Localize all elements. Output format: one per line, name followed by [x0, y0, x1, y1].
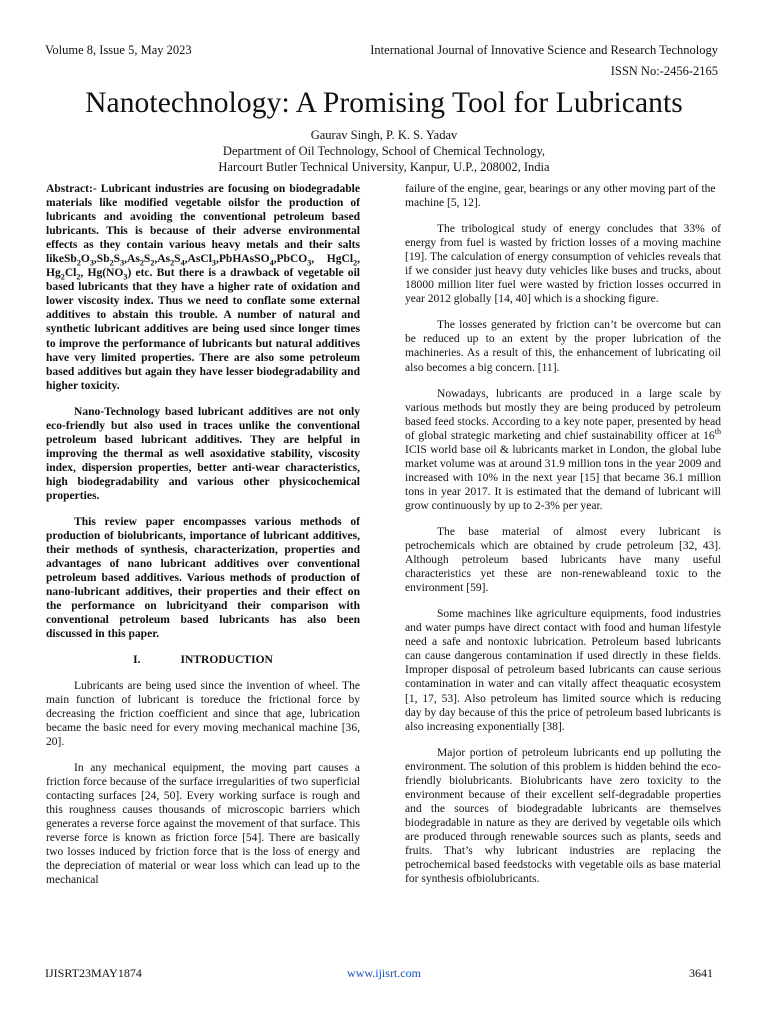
subscript: 2 [170, 258, 175, 268]
right-column [405, 182, 721, 886]
subscript: 2 [76, 258, 81, 268]
footer-website-link[interactable]: www.ijisrt.com [347, 966, 421, 980]
subscript: 3 [307, 258, 312, 268]
abstract-paragraph-1 [46, 182, 360, 393]
abstract-text: , HgCl [311, 253, 354, 266]
subscript: 4 [180, 258, 185, 268]
body-paragraph-friction-losses: The losses generated by friction can’t be overcome but can be reduced up to an extent by the proper lubrication of the machineries. As a result of this, the enhancement of lubricating oil also becomes a big concern. [11]. [405, 319, 721, 374]
affiliation-line-2: Harcourt Butler Technical University, Kanpur, U.P., 208002, India [218, 160, 550, 174]
footer-article-id: IJISRT23MAY1874 [45, 966, 142, 980]
abstract-text: ,Sb [93, 253, 110, 266]
subscript: 2 [109, 258, 114, 268]
subscript: 2 [353, 258, 358, 268]
section-heading [46, 653, 360, 667]
abstract-text: ) etc. But there is a drawback of vegetable oil based lubricants that they have a higher rate of oxidation and lower viscosity index. Thus we need to conflate some external additives to abstain this trouble. A number of natural and synthetic lubricant additives are being used since longer times to improve the performance of lubricants but natural additives have very limited properties. There are also some petroleum based additives but again they have lesser biodegradability and higher toxicity. [46, 267, 360, 392]
intro-paragraph-2: In any mechanical equipment, the moving part causes a friction force because of the surface irregularities of two superficial contacting surfaces [24, 50]. Every working surface is rough and this roughness causes thousands of microscopic barriers which generates a reverse force against the movement of that surface. This reverse force is known as friction force [54]. There are basically two losses induced by friction force that is the loss of energy and the depreciation of material or wear loss which can lead up to the mechanical [46, 761, 360, 887]
abstract-text: Abstract:- Lubricant industries are focusing on biodegradable materials like modified vegetable oilsfor the production of lubricants and avoiding the conventional petroleum based lubricants. This is because of their adverse environmental effects as they contain various heavy metals and their salts likeSb [46, 183, 360, 266]
abstract-text: O [80, 253, 90, 266]
abstract-text: ,As [124, 253, 140, 266]
market-text: Nowadays, lubricants are produced in a large scale by various methods but mostly they are being produced by petroleum based feed stocks. According to a key note paper, presented by head of global strategic marketing and chief sustainability officer at 16 [405, 387, 721, 442]
body-paragraph-contamination: Some machines like agriculture equipments, food industries and water pumps have direct contact with food and human lifestyle need a safe and nontoxic lubrication. Petroleum based lubricants can cause dangerous contamination if used directly in these fields. Improper disposal of petroleum based lubricants can cause serious contamination in water and can vitally affect theaquatic ecosystem [1, 17, 53]. Also petroleum has limited source which is reducing day by day because of this the price of petroleum based lubricants is also increasing exponentially [38]. [405, 608, 721, 733]
abstract-text: Cl [64, 267, 77, 280]
abstract-text: S [143, 253, 151, 266]
subscript: 3 [211, 258, 216, 268]
body-paragraph-base-material: The base material of almost every lubricant is petrochemicals which are obtained by crude petroleum [32, 43]. Although petroleum based lubricants have many useful characteristics yet these are non-renewableand toxic to the environment [59]. [405, 525, 721, 595]
section-number: I. [133, 654, 141, 667]
subscript: 4 [269, 258, 274, 268]
journal-name: International Journal of Innovative Science and Research Technology [370, 43, 718, 57]
subscript: 2 [76, 272, 81, 282]
subscript: 3 [123, 272, 128, 282]
intro-paragraph-1: Lubricants are being used since the invention of wheel. The main function of lubricant is toreduce the frictional force by decreasing the friction coefficient and since that age, lubrication became the basic need for every moving mechanical machine [36, 20]. [46, 679, 360, 748]
left-column [46, 182, 360, 887]
body-paragraph-market [405, 387, 721, 513]
body-paragraph-continued: failure of the engine, gear, bearings or any other moving part of the machine [5, 12]. [405, 183, 716, 210]
superscript: th [714, 426, 721, 436]
abstract-text: S [113, 253, 121, 266]
abstract-text: ,AsCl [184, 253, 212, 266]
market-text: ICIS world base oil & lubricants market in London, the global lube market volume was at around 31.9 million tons in the year 2009 and increased with 10% in the next year [15] that became 36.1 million tons in year 2017. It is estimated that the demand of lubricant will grow continuously by up to 2-3% per year. [405, 443, 721, 512]
abstract-text: ,PbCO [273, 253, 308, 266]
abstract-paragraph-3: This review paper encompasses various methods of production of biolubricants, importance of lubricant additives, their methods of synthesis, characterization, properties and advantages of nano lubricant additives over conventional petroleum based additives. Various methods of production of nano-lubricant additives, their properties and their effect on the performance on lubricityand their comparison with conventional petroleum based lubricants has also been discussed in this paper. [46, 516, 360, 641]
abstract-text: S [174, 253, 181, 266]
author-block [0, 127, 768, 175]
abstract-text: , Hg(NO [80, 267, 124, 280]
abstract-paragraph-2: Nano-Technology based lubricant additives are not only eco-friendly but also used in traces unlike the conventional petroleum based lubricant additives. They are helpful in improving the thermal as well asoxidative stability, viscosity index, dispersion properties, better anti-wear characteristics, high biodegradability and various other physicochemical properties. [46, 405, 360, 502]
paper-title: Nanotechnology: A Promising Tool for Lubricants [85, 87, 683, 119]
subscript: 2 [150, 258, 155, 268]
volume-issue: Volume 8, Issue 5, May 2023 [45, 43, 192, 57]
section-title: INTRODUCTION [180, 654, 273, 667]
body-paragraph-biolubricants: Major portion of petroleum lubricants end up polluting the environment. The solution of this problem is hidden behind the eco-friendly biolubricants. Biolubricants have zero toxicity to the environment because of their excellent self-degradable properties and the sources of biodegradable lubricants are themselves biodegradable in nature as they are derived by vegetable oils which are produced through renewable sources such as plants, seeds and fruits. That’s why lubricant industries are replacing the petrochemical based feedstocks with vegetable oils as base material for synthesis ofbiolubricants. [405, 746, 721, 886]
abstract-text: , Hg [46, 253, 360, 280]
subscript: 2 [139, 258, 144, 268]
subscript: 2 [60, 272, 65, 282]
subscript: 3 [89, 258, 94, 268]
body-paragraph-tribology: The tribological study of energy concludes that 33% of energy from fuel is wasted by friction losses of a moving machine [19]. The calculation of energy consumption of vehicles reveals that if we consider just heavy duty vehicles like buses and trucks, about 18000 million liter fuel were wasted by friction losses occurred in year 2012 globally [14, 40] which is a shocking figure. [405, 223, 721, 306]
footer-page-number: 3641 [689, 966, 713, 980]
abstract-text: ,PbHAsSO [215, 253, 270, 266]
affiliation-line-1: Department of Oil Technology, School of Chemical Technology, [222, 144, 546, 158]
issn: ISSN No:-2456-2165 [610, 64, 718, 78]
subscript: 3 [120, 258, 125, 268]
abstract-text: ,As [154, 253, 171, 266]
author-names: Gaurav Singh, P. K. S. Yadav [310, 128, 458, 142]
